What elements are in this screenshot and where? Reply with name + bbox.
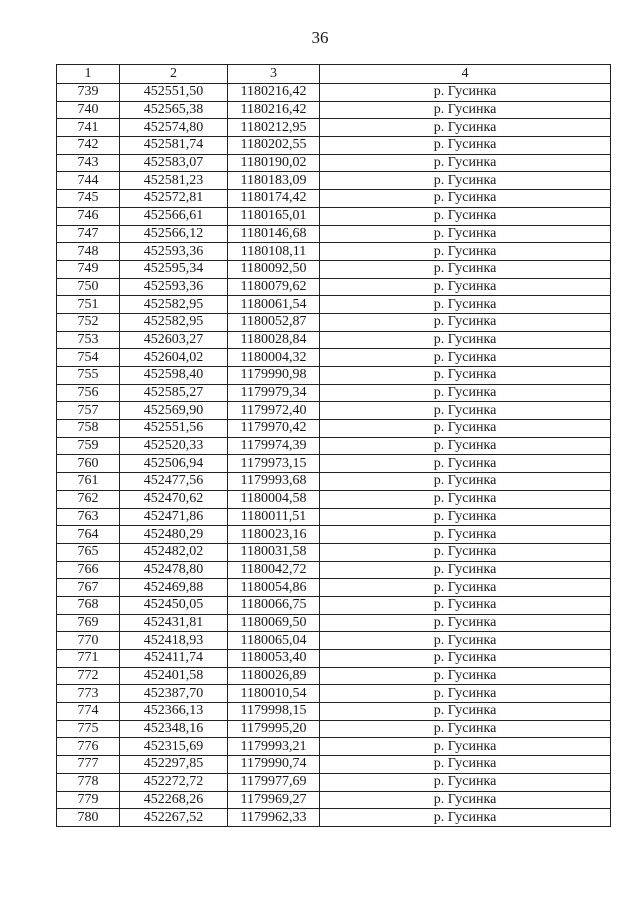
coordinate-y-cell: 1180216,42 [228,84,320,102]
table-row [57,119,611,137]
coordinate-y-cell: 1180174,42 [228,190,320,208]
coordinate-y-cell: 1180202,55 [228,137,320,155]
page-number: 36 [311,28,329,47]
point-number-cell: 749 [57,260,120,278]
table-row [57,490,611,508]
object-name-cell: р. Гусинка [320,508,611,526]
coordinate-x-cell: 452470,62 [120,490,228,508]
coordinate-x-cell: 452520,33 [120,437,228,455]
object-name-cell: р. Гусинка [320,455,611,473]
table-row [57,437,611,455]
table-row [57,367,611,385]
coordinate-y-cell: 1180026,89 [228,667,320,685]
coordinate-x-cell: 452366,13 [120,703,228,721]
object-name-cell: р. Гусинка [320,84,611,102]
coordinate-x-cell: 452582,95 [120,296,228,314]
coordinate-y-cell: 1180065,04 [228,632,320,650]
coordinate-x-cell: 452598,40 [120,367,228,385]
object-name-cell: р. Гусинка [320,720,611,738]
coordinate-x-cell: 452471,86 [120,508,228,526]
point-number-cell: 769 [57,614,120,632]
table-row [57,703,611,721]
coordinate-y-cell: 1180054,86 [228,579,320,597]
object-name-cell: р. Гусинка [320,331,611,349]
object-name-cell: р. Гусинка [320,349,611,367]
coordinate-x-cell: 452272,72 [120,773,228,791]
point-number-cell: 766 [57,561,120,579]
point-number-cell: 740 [57,101,120,119]
point-number-cell: 778 [57,773,120,791]
object-name-cell: р. Гусинка [320,225,611,243]
table-row [57,720,611,738]
table-row [57,738,611,756]
object-name-cell: р. Гусинка [320,579,611,597]
coordinate-x-cell: 452585,27 [120,384,228,402]
header-col-3: 3 [228,65,320,84]
point-number-cell: 751 [57,296,120,314]
table-row [57,632,611,650]
coordinate-y-cell: 1180031,58 [228,543,320,561]
coordinate-y-cell: 1179990,74 [228,756,320,774]
coordinate-x-cell: 452315,69 [120,738,228,756]
point-number-cell: 759 [57,437,120,455]
coordinate-x-cell: 452482,02 [120,543,228,561]
point-number-cell: 760 [57,455,120,473]
point-number-cell: 770 [57,632,120,650]
object-name-cell: р. Гусинка [320,402,611,420]
coordinate-x-cell: 452268,26 [120,791,228,809]
coordinate-x-cell: 452593,36 [120,278,228,296]
coordinate-y-cell: 1180004,32 [228,349,320,367]
coordinate-x-cell: 452581,74 [120,137,228,155]
coordinate-y-cell: 1179993,68 [228,473,320,491]
table-row [57,243,611,261]
coordinate-y-cell: 1180052,87 [228,313,320,331]
point-number-cell: 745 [57,190,120,208]
object-name-cell: р. Гусинка [320,437,611,455]
table-row [57,225,611,243]
coordinate-y-cell: 1180011,51 [228,508,320,526]
table-row [57,207,611,225]
point-number-cell: 767 [57,579,120,597]
table-body [57,84,611,827]
table-row [57,508,611,526]
object-name-cell: р. Гусинка [320,367,611,385]
coordinate-x-cell: 452450,05 [120,596,228,614]
table-row [57,402,611,420]
header-col-2: 2 [120,65,228,84]
object-name-cell: р. Гусинка [320,773,611,791]
point-number-cell: 748 [57,243,120,261]
table-row [57,579,611,597]
table-row [57,84,611,102]
point-number-cell: 746 [57,207,120,225]
object-name-cell: р. Гусинка [320,296,611,314]
object-name-cell: р. Гусинка [320,137,611,155]
object-name-cell: р. Гусинка [320,313,611,331]
point-number-cell: 777 [57,756,120,774]
table-row [57,331,611,349]
object-name-cell: р. Гусинка [320,809,611,827]
coordinate-x-cell: 452477,56 [120,473,228,491]
table-header [57,65,611,84]
coordinate-y-cell: 1180165,01 [228,207,320,225]
coordinate-y-cell: 1180190,02 [228,154,320,172]
object-name-cell: р. Гусинка [320,756,611,774]
coordinate-y-cell: 1179993,21 [228,738,320,756]
point-number-cell: 739 [57,84,120,102]
coordinate-y-cell: 1180216,42 [228,101,320,119]
table-row [57,685,611,703]
table-row [57,278,611,296]
table-row [57,137,611,155]
coordinates-table [56,64,611,827]
point-number-cell: 772 [57,667,120,685]
coordinate-y-cell: 1180010,54 [228,685,320,703]
table-row [57,296,611,314]
coordinate-x-cell: 452569,90 [120,402,228,420]
coordinate-y-cell: 1180108,11 [228,243,320,261]
coordinate-y-cell: 1180183,09 [228,172,320,190]
point-number-cell: 753 [57,331,120,349]
coordinate-x-cell: 452582,95 [120,313,228,331]
object-name-cell: р. Гусинка [320,207,611,225]
coordinate-y-cell: 1179972,40 [228,402,320,420]
coordinate-x-cell: 452267,52 [120,809,228,827]
point-number-cell: 764 [57,526,120,544]
object-name-cell: р. Гусинка [320,101,611,119]
table-row [57,756,611,774]
object-name-cell: р. Гусинка [320,685,611,703]
object-name-cell: р. Гусинка [320,791,611,809]
coordinate-x-cell: 452411,74 [120,650,228,668]
table-row [57,809,611,827]
point-number-cell: 774 [57,703,120,721]
table-row [57,650,611,668]
coordinate-x-cell: 452387,70 [120,685,228,703]
coordinate-y-cell: 1180092,50 [228,260,320,278]
point-number-cell: 757 [57,402,120,420]
object-name-cell: р. Гусинка [320,154,611,172]
coordinate-y-cell: 1180023,16 [228,526,320,544]
point-number-cell: 762 [57,490,120,508]
table-row [57,455,611,473]
object-name-cell: р. Гусинка [320,384,611,402]
coordinate-y-cell: 1179979,34 [228,384,320,402]
point-number-cell: 763 [57,508,120,526]
object-name-cell: р. Гусинка [320,172,611,190]
object-name-cell: р. Гусинка [320,561,611,579]
coordinate-x-cell: 452480,29 [120,526,228,544]
coordinate-x-cell: 452418,93 [120,632,228,650]
coordinate-x-cell: 452506,94 [120,455,228,473]
coordinate-x-cell: 452551,56 [120,420,228,438]
table-row [57,473,611,491]
point-number-cell: 775 [57,720,120,738]
coordinate-y-cell: 1179995,20 [228,720,320,738]
coordinate-x-cell: 452604,02 [120,349,228,367]
point-number-cell: 752 [57,313,120,331]
object-name-cell: р. Гусинка [320,243,611,261]
coordinate-x-cell: 452431,81 [120,614,228,632]
point-number-cell: 747 [57,225,120,243]
table-row [57,349,611,367]
coordinate-x-cell: 452469,88 [120,579,228,597]
table-row [57,260,611,278]
table-row [57,561,611,579]
object-name-cell: р. Гусинка [320,650,611,668]
table-row [57,313,611,331]
coordinate-x-cell: 452551,50 [120,84,228,102]
coordinate-x-cell: 452478,80 [120,561,228,579]
table-row [57,596,611,614]
coordinate-y-cell: 1179973,15 [228,455,320,473]
object-name-cell: р. Гусинка [320,119,611,137]
coordinate-y-cell: 1179974,39 [228,437,320,455]
table-row [57,791,611,809]
coordinate-x-cell: 452583,07 [120,154,228,172]
point-number-cell: 776 [57,738,120,756]
point-number-cell: 779 [57,791,120,809]
object-name-cell: р. Гусинка [320,703,611,721]
coordinate-x-cell: 452566,61 [120,207,228,225]
table-row [57,667,611,685]
object-name-cell: р. Гусинка [320,473,611,491]
point-number-cell: 750 [57,278,120,296]
coordinate-y-cell: 1180079,62 [228,278,320,296]
coordinate-x-cell: 452595,34 [120,260,228,278]
coordinate-y-cell: 1179977,69 [228,773,320,791]
coordinate-y-cell: 1179962,33 [228,809,320,827]
table-row [57,154,611,172]
table-row [57,190,611,208]
point-number-cell: 756 [57,384,120,402]
table-row [57,101,611,119]
point-number-cell: 768 [57,596,120,614]
coordinate-y-cell: 1180028,84 [228,331,320,349]
object-name-cell: р. Гусинка [320,596,611,614]
coordinate-x-cell: 452593,36 [120,243,228,261]
coordinate-y-cell: 1180042,72 [228,561,320,579]
coordinate-y-cell: 1179990,98 [228,367,320,385]
point-number-cell: 773 [57,685,120,703]
header-col-1: 1 [57,65,120,84]
point-number-cell: 744 [57,172,120,190]
coordinate-y-cell: 1180069,50 [228,614,320,632]
object-name-cell: р. Гусинка [320,490,611,508]
coordinate-x-cell: 452401,58 [120,667,228,685]
object-name-cell: р. Гусинка [320,526,611,544]
point-number-cell: 758 [57,420,120,438]
point-number-cell: 743 [57,154,120,172]
coordinate-y-cell: 1180061,54 [228,296,320,314]
coordinate-y-cell: 1180053,40 [228,650,320,668]
object-name-cell: р. Гусинка [320,667,611,685]
object-name-cell: р. Гусинка [320,190,611,208]
point-number-cell: 755 [57,367,120,385]
object-name-cell: р. Гусинка [320,614,611,632]
object-name-cell: р. Гусинка [320,278,611,296]
point-number-cell: 742 [57,137,120,155]
object-name-cell: р. Гусинка [320,738,611,756]
table-row [57,543,611,561]
point-number-cell: 754 [57,349,120,367]
coordinate-x-cell: 452603,27 [120,331,228,349]
coordinate-y-cell: 1180004,58 [228,490,320,508]
coordinate-y-cell: 1180146,68 [228,225,320,243]
coordinate-x-cell: 452297,85 [120,756,228,774]
object-name-cell: р. Гусинка [320,632,611,650]
coordinate-x-cell: 452565,38 [120,101,228,119]
coordinate-y-cell: 1180212,95 [228,119,320,137]
object-name-cell: р. Гусинка [320,543,611,561]
point-number-cell: 761 [57,473,120,491]
table-row [57,773,611,791]
header-row [57,65,611,84]
point-number-cell: 771 [57,650,120,668]
point-number-cell: 741 [57,119,120,137]
coordinate-x-cell: 452581,23 [120,172,228,190]
table-row [57,420,611,438]
table-row [57,614,611,632]
coordinate-y-cell: 1180066,75 [228,596,320,614]
coordinate-y-cell: 1179970,42 [228,420,320,438]
table-row [57,384,611,402]
object-name-cell: р. Гусинка [320,260,611,278]
coordinate-y-cell: 1179998,15 [228,703,320,721]
header-col-4: 4 [320,65,611,84]
table-row [57,526,611,544]
point-number-cell: 765 [57,543,120,561]
table-row [57,172,611,190]
coordinate-x-cell: 452566,12 [120,225,228,243]
coordinate-x-cell: 452572,81 [120,190,228,208]
coordinate-y-cell: 1179969,27 [228,791,320,809]
coordinate-x-cell: 452574,80 [120,119,228,137]
point-number-cell: 780 [57,809,120,827]
coordinate-x-cell: 452348,16 [120,720,228,738]
object-name-cell: р. Гусинка [320,420,611,438]
